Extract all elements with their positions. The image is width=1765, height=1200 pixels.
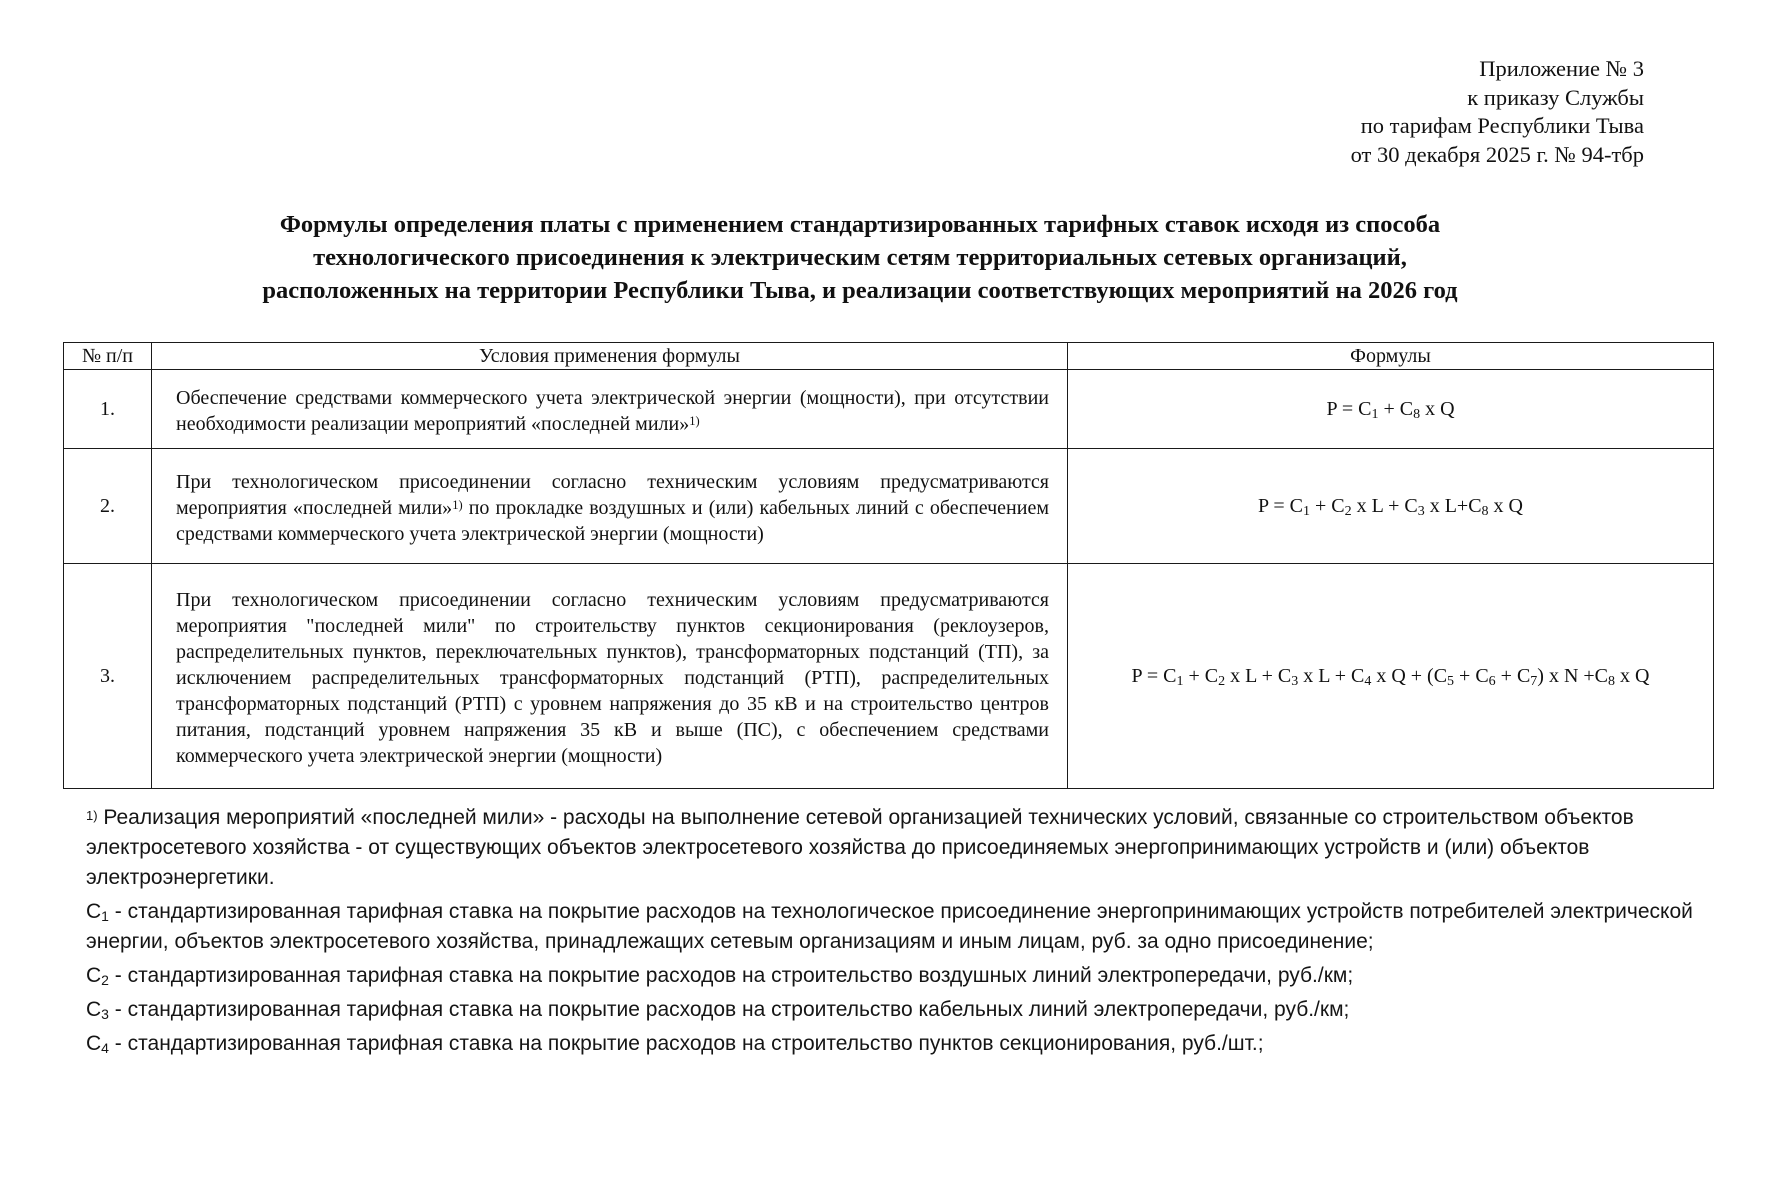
formula-part: + C bbox=[1309, 495, 1345, 517]
footnote-ref: 1) bbox=[689, 414, 700, 428]
title-line: расположенных на территории Республики Тыва, и реализации соответствующих мероприятий на 2026 год bbox=[262, 277, 1458, 304]
table-row bbox=[64, 370, 1714, 449]
definition-item bbox=[86, 897, 1702, 957]
title-line: Формулы определения платы с применением стандартизированных тарифных ставок исходя из способа bbox=[279, 211, 1441, 238]
formula-part: x L+C bbox=[1424, 495, 1482, 517]
formula-part: + C bbox=[1454, 665, 1489, 687]
row-number: 2. bbox=[64, 449, 152, 564]
definition-text: - стандартизированная тарифная ставка на покрытие расходов на строительство кабельных линий электропередачи, руб./км; bbox=[108, 998, 1350, 1021]
formula-subscript: 1 bbox=[1371, 407, 1379, 422]
definition-item bbox=[86, 961, 1702, 991]
footnote-text: Реализация мероприятий «последней мили» - расходы на выполнение сетевой организацией технических условий, связанные со строительством объектов электросетевого хозяйства - от существующих объектов электросетевого хозяйства до присоединяемых энергопринимающих устройств и (или) объектов электроэнергетики. bbox=[86, 806, 1634, 889]
row-number: 3. bbox=[64, 564, 152, 789]
formula-part: x Q + (C bbox=[1371, 665, 1448, 687]
formula-subscript: 5 bbox=[1447, 674, 1455, 689]
formula-part: P = C bbox=[1131, 665, 1177, 687]
definition-text: - стандартизированная тарифная ставка на покрытие расходов на строительство воздушных линий электропередачи, руб./км; bbox=[108, 964, 1354, 987]
table-header-row bbox=[64, 343, 1714, 370]
header-line: по тарифам Республики Тыва bbox=[1360, 113, 1644, 138]
formula-subscript: 7 bbox=[1530, 674, 1538, 689]
row-number: 1. bbox=[64, 370, 152, 449]
row-formula bbox=[1068, 370, 1714, 449]
formula-part: P = C bbox=[1257, 495, 1303, 517]
column-header-conditions: Условия применения формулы bbox=[152, 343, 1068, 370]
row-condition bbox=[152, 449, 1068, 564]
formula-subscript: 8 bbox=[1481, 504, 1489, 519]
header-line: Приложение № 3 bbox=[1479, 56, 1644, 81]
formula-part: + C bbox=[1378, 398, 1414, 420]
title-line: технологического присоединения к электрическим сетям территориальных сетевых организаций, bbox=[313, 244, 1407, 271]
header-line: от 30 декабря 2025 г. № 94-тбр bbox=[1350, 141, 1644, 167]
condition-text: Обеспечение средствами коммерческого учета электрической энергии (мощности), при отсутствии необходимости реализации мероприятий «последней мили» bbox=[176, 387, 1049, 435]
footnote-ref: 1) bbox=[452, 498, 463, 512]
formula-subscript: 1 bbox=[1176, 674, 1184, 689]
notes-section bbox=[86, 803, 1702, 1063]
formula-part: ) x N +C bbox=[1537, 665, 1609, 687]
formula-subscript: 1 bbox=[1302, 504, 1310, 519]
row-condition bbox=[152, 370, 1068, 449]
condition-text: При технологическом присоединении согласно техническим условиям предусматриваются мероприятия «последней мили» bbox=[176, 471, 1049, 519]
definition-symbol: C bbox=[86, 998, 102, 1021]
formula-part: x L + C bbox=[1298, 665, 1365, 687]
appendix-header bbox=[1351, 55, 1644, 169]
definition-symbol: C bbox=[86, 900, 102, 923]
formula-part: P = C bbox=[1326, 398, 1372, 420]
document-title bbox=[90, 208, 1630, 307]
formula-subscript: 3 bbox=[1417, 504, 1425, 519]
column-header-formulas: Формулы bbox=[1068, 343, 1714, 370]
formula-part: + C bbox=[1183, 665, 1219, 687]
formula-part: x L + C bbox=[1351, 495, 1418, 517]
formula-subscript: 3 bbox=[1291, 674, 1299, 689]
definition-text: - стандартизированная тарифная ставка на покрытие расходов на технологическое присоединение энергопринимающих устройств потребителей электрической энергии, объектов электросетевого хозяйства, принадлежащих сетевым организациям и иным лицам, руб. за одно присоединение; bbox=[86, 900, 1693, 953]
condition-text: по прокладке воздушных и (или) кабельных линий с обеспечением средствами коммерческого учета электрической энергии (мощности) bbox=[176, 497, 1049, 545]
row-formula bbox=[1068, 449, 1714, 564]
definition-item bbox=[86, 995, 1702, 1025]
table-row bbox=[64, 564, 1714, 789]
formula-part: x Q bbox=[1488, 495, 1523, 517]
definition-symbol: C bbox=[86, 1032, 102, 1055]
definition-subscript: 3 bbox=[101, 1006, 109, 1022]
formula-subscript: 2 bbox=[1344, 504, 1352, 519]
header-line: к приказу Службы bbox=[1467, 84, 1644, 110]
definition-item bbox=[86, 1029, 1702, 1059]
formula-subscript: 8 bbox=[1413, 407, 1421, 422]
definition-subscript: 4 bbox=[101, 1040, 109, 1056]
definition-subscript: 2 bbox=[101, 972, 109, 988]
table-row bbox=[64, 449, 1714, 564]
formula-subscript: 6 bbox=[1488, 674, 1496, 689]
row-formula bbox=[1068, 564, 1714, 789]
formula-part: x Q bbox=[1615, 665, 1650, 687]
formula-part: + C bbox=[1495, 665, 1531, 687]
formula-part: x L + C bbox=[1225, 665, 1292, 687]
footnote-paragraph bbox=[86, 803, 1702, 893]
condition-text: При технологическом присоединении согласно техническим условиям предусматриваются мероприятия "последней мили" по строительству пунктов секционирования (реклоузеров, распределительных пунктов, переключательных пунктов), трансформаторных подстанций (ТП), за исключением распределительных трансформаторных подстанций (РТП), распределительных трансформаторных подстанций (РТП) с уровнем напряжения до 35 кВ и на строительство центров питания, подстанций уровнем напряжения 35 кВ и выше (ПС), с обеспечением средствами коммерческого учета электрической энергии (мощности) bbox=[176, 589, 1049, 767]
formula-part: x Q bbox=[1420, 398, 1455, 420]
formula-subscript: 2 bbox=[1218, 674, 1226, 689]
footnote-mark: 1) bbox=[86, 808, 98, 823]
formula-subscript: 4 bbox=[1364, 674, 1372, 689]
formulas-table bbox=[63, 342, 1714, 789]
definition-text: - стандартизированная тарифная ставка на покрытие расходов на строительство пунктов секционирования, руб./шт.; bbox=[108, 1032, 1264, 1055]
row-condition bbox=[152, 564, 1068, 789]
formula-subscript: 8 bbox=[1608, 674, 1616, 689]
column-header-num: № п/п bbox=[64, 343, 152, 370]
definition-symbol: C bbox=[86, 964, 102, 987]
definition-subscript: 1 bbox=[101, 908, 109, 924]
